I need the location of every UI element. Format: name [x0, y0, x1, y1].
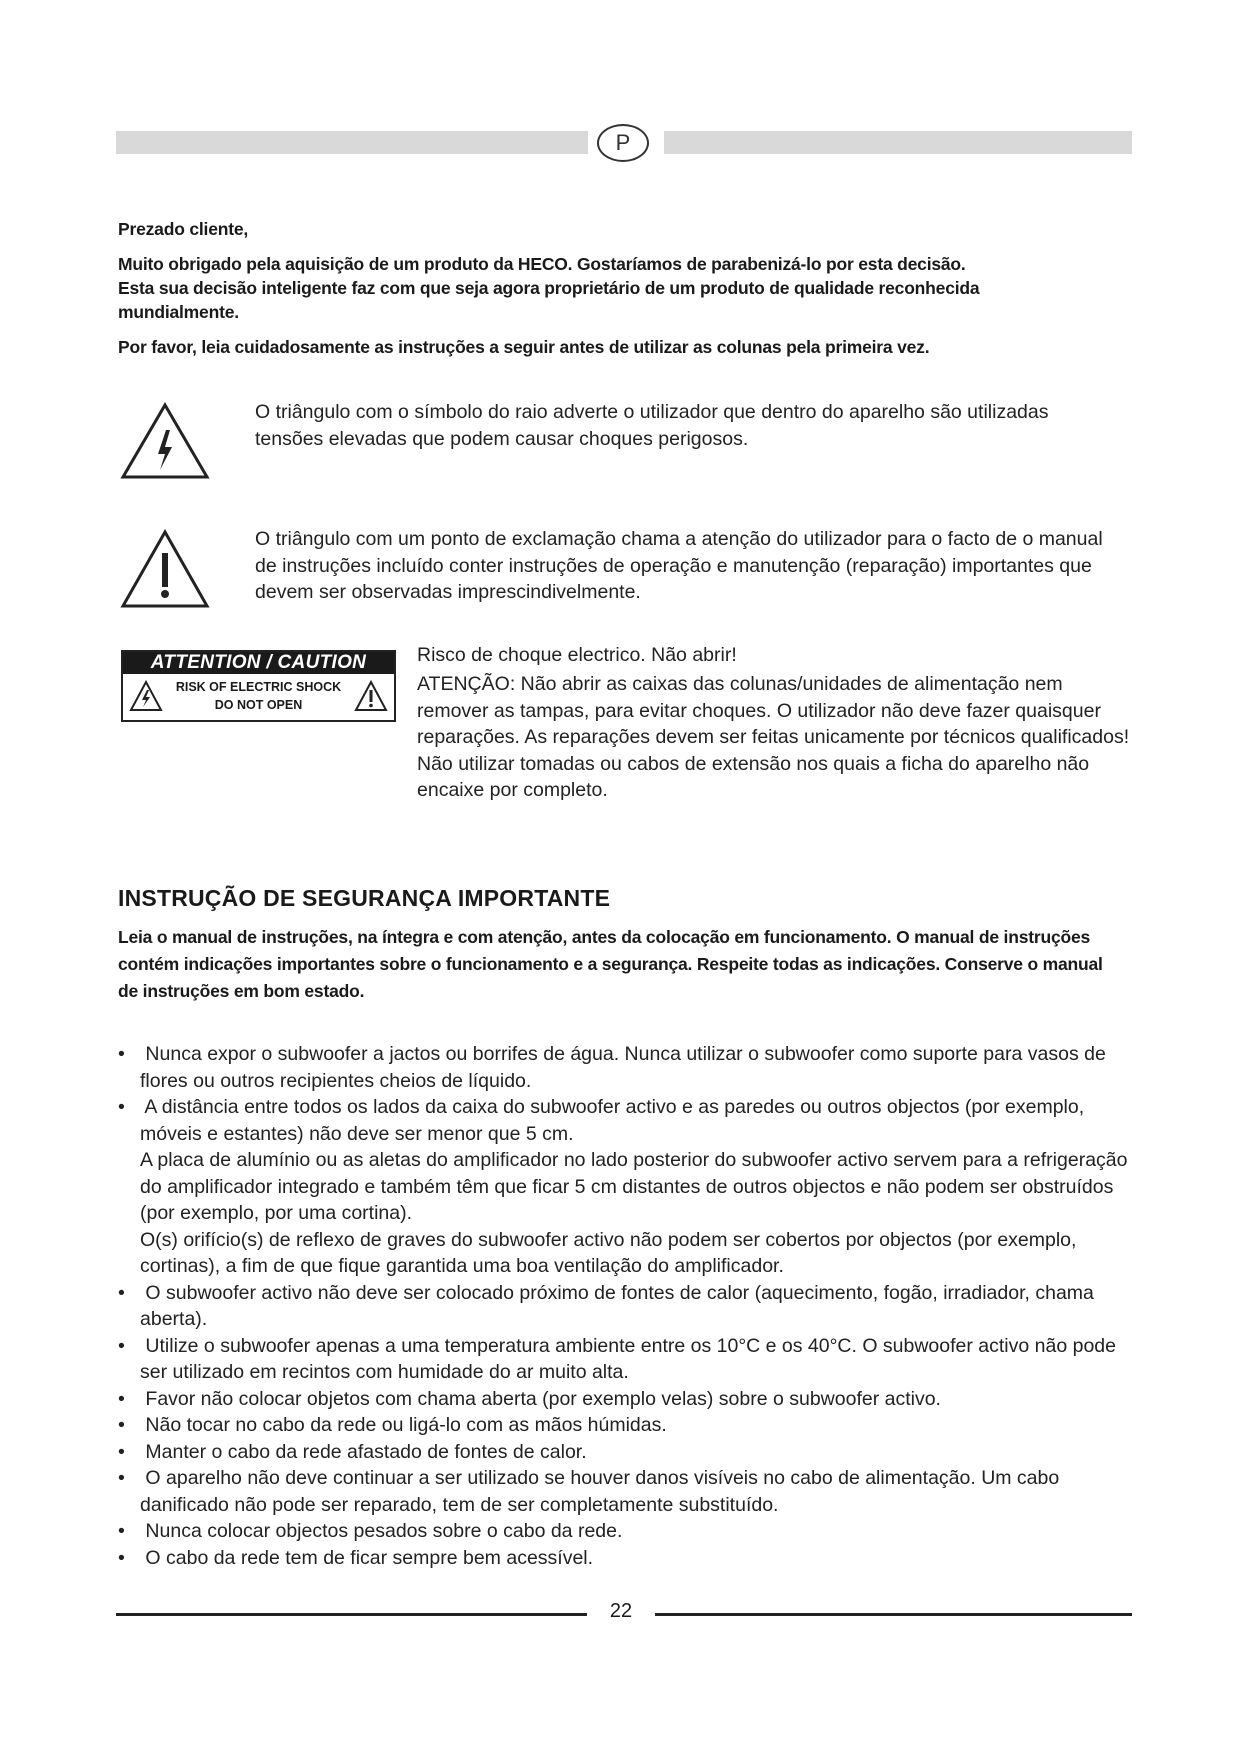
safety-item-text: Manter o cabo da rede afastado de fontes de calor.: [145, 1440, 587, 1463]
shock-detail-text: ATENÇÃO: Não abrir as caixas das colunas/unidades de alimentação nem remover as tampas, para evitar choques. O utilizador não deve fazer quaisquer reparações. As reparações devem ser feitas unicamente por técnicos qualificados! Não utilizar tomadas ou cabos de extensão nos quais a ficha do aparelho não encaixe por completo.: [417, 673, 1130, 801]
greeting: Prezado cliente,: [118, 219, 249, 239]
caution-line-1: RISK OF ELECTRIC SHOCK: [175, 680, 342, 694]
safety-item: [110, 1412, 1130, 1439]
exclamation-warning-text: O triângulo com um ponto de exclamação chama a atenção do utilizador para o facto de o manual de instruções incluído conter instruções de operação e manutenção (reparação) importantes que devem ser observadas imprescindivelmente.: [255, 528, 1103, 603]
bullet-icon: •: [118, 1281, 125, 1304]
safety-item-text: O aparelho não deve continuar a ser utilizado se houver danos visíveis no cabo de alimentação. Um cabo danificado não pode ser reparado, tem de ser completamente substituído.: [140, 1467, 1060, 1516]
safety-item: [110, 1041, 1130, 1094]
bullet-icon: •: [118, 1387, 125, 1410]
safety-item: [110, 1439, 1130, 1466]
footer-rule-left: [116, 1613, 587, 1616]
caution-exclamation-icon-right: [354, 680, 388, 712]
safety-item: [110, 1333, 1130, 1386]
lightning-warning-icon: [120, 402, 210, 480]
bullet-icon: •: [118, 1467, 125, 1489]
read-instructions-text: Por favor, leia cuidadosamente as instruções a seguir antes de utilizar as colunas pela primeira vez.: [118, 337, 930, 357]
safety-item-text: Não tocar no cabo da rede ou ligá-lo com as mãos húmidas.: [145, 1414, 667, 1436]
language-badge: P: [597, 124, 649, 162]
bullet-icon: •: [118, 1043, 125, 1065]
header-bar-right: [664, 131, 1132, 154]
caution-line-2: DO NOT OPEN: [214, 698, 303, 712]
safety-item-text: Nunca colocar objectos pesados sobre o cabo da rede.: [145, 1520, 623, 1542]
safety-item: [110, 1465, 1130, 1518]
safety-item-text: Utilize o subwoofer apenas a uma temperatura ambiente entre os 10°C e os 40°C. O subwoofer activo não pode ser utilizado em recintos com humidade do ar muito alta.: [140, 1334, 1116, 1383]
decision-text: Esta sua decisão inteligente faz com que seja agora proprietário de um produto de qualidade reconhecida mundialmente.: [118, 278, 980, 322]
safety-item-text: O cabo da rede tem de ficar sempre bem acessível.: [145, 1546, 594, 1569]
safety-list: [110, 1041, 1130, 1571]
safety-item: [110, 1545, 1130, 1572]
safety-item-text: A distância entre todos os lados da caixa do subwoofer activo e as paredes ou outros objectos (por exemplo, móveis e estantes) não deve ser menor que 5 cm.: [140, 1096, 1085, 1145]
safety-item: [110, 1094, 1130, 1147]
shock-risk-text: Risco de choque electrico. Não abrir!: [417, 644, 737, 666]
safety-item-text: A placa de alumínio ou as aletas do amplificador no lado posterior do subwoofer activo servem para a refrigeração do amplificador integrado e também têm que ficar 5 cm distantes de outros objectos e não podem ser obstruídos (por exemplo, por uma cortina).: [140, 1149, 1128, 1224]
bullet-icon: •: [118, 1546, 125, 1569]
safety-intro: Leia o manual de instruções, na íntegra e com atenção, antes da colocação em funcionamento. O manual de instruções contém indicações importantes sobre o funcionamento e a segurança. Respeite todas as indicações. Conserve o manual de instruções em bom estado.: [118, 927, 1103, 1001]
safety-item-text: Favor não colocar objetos com chama aberta (por exemplo velas) sobre o subwoofer activo.: [145, 1387, 941, 1410]
safety-item-text: Nunca expor o subwoofer a jactos ou borrifes de água. Nunca utilizar o subwoofer como suporte para vasos de flores ou outros recipientes cheios de líquido.: [140, 1043, 1106, 1092]
lightning-warning-text: O triângulo com o símbolo do raio adverte o utilizador que dentro do aparelho são utilizadas tensões elevadas que podem causar choques perigosos.: [255, 401, 1049, 450]
safety-item: [110, 1147, 1130, 1227]
safety-item-text: O(s) orifício(s) de reflexo de graves do subwoofer activo não podem ser cobertos por objectos (por exemplo, cortinas), a fim de que fique garantida uma boa ventilação do amplificador.: [140, 1228, 1077, 1277]
footer-rule-right: [655, 1613, 1132, 1616]
bullet-icon: •: [118, 1414, 125, 1436]
bullet-icon: •: [118, 1096, 125, 1118]
safety-item: [110, 1518, 1130, 1545]
safety-item: [110, 1227, 1130, 1280]
bullet-icon: •: [118, 1334, 125, 1357]
bullet-icon: •: [118, 1440, 125, 1463]
safety-item: [110, 1280, 1130, 1333]
safety-item-text: O subwoofer activo não deve ser colocado próximo de fontes de calor (aquecimento, fogão, irradiador, chama aberta).: [140, 1281, 1094, 1330]
header-bar-left: [116, 131, 588, 154]
safety-item: [110, 1386, 1130, 1413]
thanks-text: Muito obrigado pela aquisição de um produto da HECO. Gostaríamos de parabenizá-lo por esta decisão.: [118, 254, 966, 274]
caution-header: ATTENTION / CAUTION: [123, 652, 394, 674]
exclamation-warning-icon: [120, 529, 210, 609]
page-number: 22: [609, 1600, 633, 1622]
bullet-icon: •: [118, 1520, 125, 1542]
caution-label: [121, 650, 396, 722]
safety-section-title: INSTRUÇÃO DE SEGURANÇA IMPORTANTE: [118, 885, 611, 911]
